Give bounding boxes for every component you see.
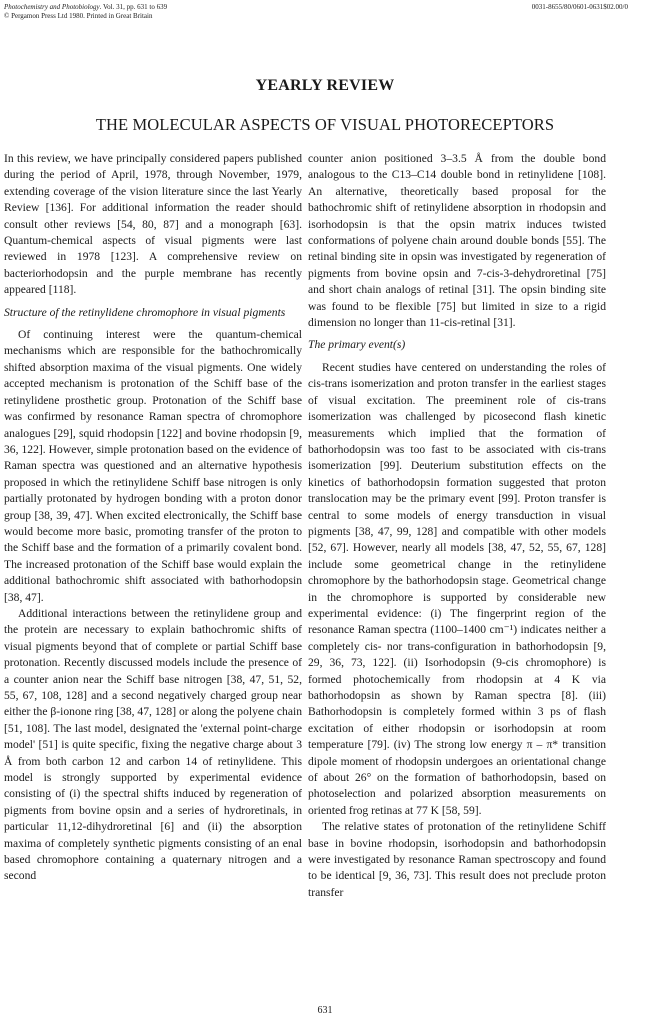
section-kicker: YEARLY REVIEW: [255, 77, 395, 94]
section-heading-structure: Structure of the retinylidene chromophore in visual pigments: [4, 305, 286, 319]
journal-citation: [4, 3, 167, 12]
volume-pages: . Vol. 31, pp. 631 to 639: [99, 3, 168, 11]
page-number: 631: [317, 1005, 333, 1016]
left-column: [4, 151, 302, 885]
body-paragraph: Recent studies have centered on understanding the roles of cis-trans isomerization and proton transfer in the earliest stages of visual excitation. The preeminent role of cis-trans isomerization was challenged by picosecond flash kinetic measurements which implied that the formation of bathorhodopsin was too fast to be associated with cis-trans isomerization [99]. Deuterium substitution effects on the kinetics of bathorhodopsin formation suggested that proton translocation may be the primary event [99]. Proton transfer is central to some models of energy transduction in visual pigments [38, 47, 99, 128] and compatible with other models [52, 67]. However, nearly all models [38, 47, 52, 55, 67, 128] include some geometrical change in the retinylidene chromophore by the bathorhodopsin stage. Geometrical change in the chromophore is supported by considerable new experimental evidence: (i) The fingerprint region of the resonance Raman spectra (1100–1400 cm⁻¹) indicates neither a completely cis- nor trans-configuration in bathorhodopsin [9, 29, 36, 73, 122]. (ii) Isorhodopsin (9-cis chromophore) is formed photochemically from rhodopsin at 4 K via bathorhodopsin as shown by Raman spectra [8]. (iii) Bathorhodopsin is completely formed within 3 ps of flash excitation of either rhodopsin or isorhodopsin at room temperature [79]. (iv) The strong low energy π – π* transition dipole moment of rhodopsin undergoes an orientational change of about 26° on the formation of bathorhodopsin, based on photoselection and polarized absorption measurements on oriented frog retinas at 77 K [58, 59].: [308, 360, 606, 817]
copyright-line: © Pergamon Press Ltd 1980. Printed in Great Britain: [4, 11, 153, 20]
section-heading-primary-event: The primary event(s): [308, 338, 406, 352]
body-paragraph: The relative states of protonation of the retinylidene Schiff base in bovine rhodopsin, isorhodopsin and bathorhodopsin were investigated by resonance Raman spectroscopy and found to be identical [9, 36, 73]. This result does not preclude proton transfer: [308, 820, 606, 899]
article-code: 0031-8655/80/0601-0631$02.00/0: [531, 3, 628, 11]
body-paragraph: Of continuing interest were the quantum-chemical mechanisms which are responsible for the bathochromically shifted absorption maxima of the visual pigments. One widely accepted mechanism is protonation of the Schiff base of the retinylidene prosthetic group. Protonation of the Schiff base was confirmed by resonance Raman spectra of chromophore analogues [29], squid rhodopsin [122] and bovine rhodopsin [9, 36, 122]. However, simple protonation based on the evidence of Raman spectra was questioned and an alternative hypothesis proposed in which the retinylidene Schiff base nitrogen is only partially protonated by hydrogen bonding with a proton donor group [38, 39, 47]. When excited electronically, the Schiff base would become more basic, promoting transfer of the proton to the Schiff base and the formation of a primarily covalent bond. The increased protonation of the Schiff base would explain the additional bathochromic shift associated with bathorhodopsin [38, 47].: [4, 328, 302, 604]
journal-name: Photochemistry and Photobiology: [4, 3, 100, 11]
running-header-left: [4, 3, 167, 20]
right-column: [308, 151, 606, 901]
body-paragraph-continued: counter anion positioned 3–3.5 Å from the double bond analogous to the C13–C14 double bond in retinylidene [108]. An alternative, theoretically based proposal for the bathochromic shift of retinylidene absorption in rhodopsin and isorhodopsin is that the opsin matrix induces twisted conformations of polyene chain around double bonds [55]. The retinal binding site in opsin was investigated by regeneration of pigments from bovine opsin and 7-cis-3-dehydroretinal [75] and short chain analogs of retinal [31]. The opsin binding site was found to be flexible [75] but limited in size to a rigid dimension no longer than 11-cis-retinal [31].: [308, 152, 606, 330]
intro-paragraph: In this review, we have principally considered papers published during the period of April, 1978, through November, 1979, extending coverage of the vision literature since the last Yearly Review [136]. For additional information the reader should consult other reviews [54, 80, 87] and a monograph [63]. Quantum-chemical aspects of visual pigments were last reviewed in 1978 [123]. A comprehensive review on bacteriorhodopsin and the purple membrane has recently appeared [118].: [4, 152, 302, 297]
article-title: THE MOLECULAR ASPECTS OF VISUAL PHOTORECEPTORS: [95, 115, 555, 134]
body-paragraph: Additional interactions between the retinylidene group and the protein are necessary to explain bathochromic shifts of visual pigments beyond that of complete or partial Schiff base protonation. Recently discussed models include the presence of a counter anion near the Schiff base nitrogen [38, 47, 51, 52, 55, 67, 108, 128] and a second negatively charged group near either the β-ionone ring [38, 47, 128] or along the polyene chain [51, 108]. The last model, designated the 'external point-charge model' [51] is quite specific, fixing the negative charge about 3 Å from both carbon 12 and carbon 14 of retinylidene. This model is strongly supported by experimental evidence consisting of (i) the spectral shifts induced by regeneration of pigments from bovine opsin and a series of hydroretinals, in particular 11,12-dihydroretinal [6] and (ii) the absorption maxima of completely synthetic pigments consisting of an enal based chromophore containing a quaternary nitrogen and a second: [4, 606, 302, 883]
